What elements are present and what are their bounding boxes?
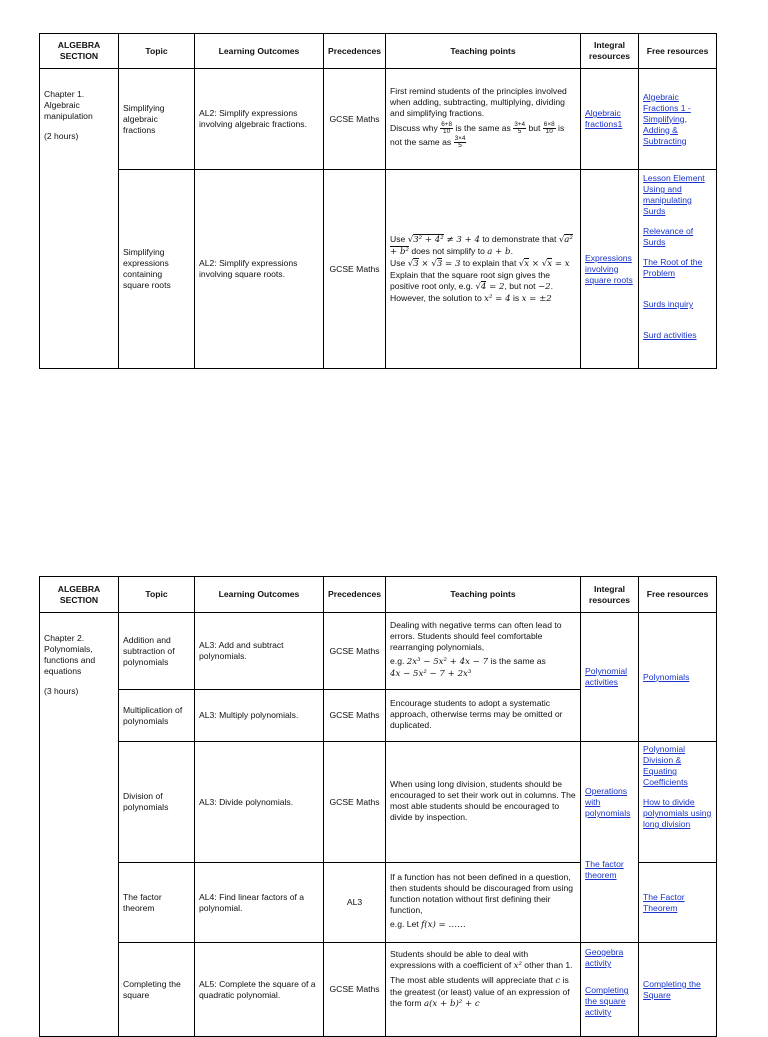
fraction-denominator: 10 (545, 128, 553, 136)
math-expression: x = ±2 (521, 293, 552, 304)
link-expressions-square-roots[interactable]: Expressions involving square roots (585, 252, 633, 285)
math-expression: √a² + b² (390, 234, 573, 257)
teaching-text: is (512, 292, 520, 303)
link-lesson-element-surds[interactable]: Lesson Element Using and manipulating Surds (643, 173, 705, 216)
fraction (440, 122, 453, 136)
precedence-cell: GCSE Maths (324, 69, 386, 170)
integral-cell (581, 69, 639, 170)
math-expression: √4 = 2 (475, 281, 505, 292)
table-row (40, 943, 717, 1037)
math-text: x (564, 258, 570, 269)
teaching-text: First remind students of the principles involved when adding, subtracting, multiplying, dividing and simplifying fractions. (390, 85, 567, 118)
topic-cell: Simplifying expressions containing square roots (119, 170, 195, 369)
header-topic: Topic (119, 577, 195, 613)
link-factor-theorem-activity[interactable]: The factor theorem (585, 859, 624, 880)
teaching-example (390, 122, 576, 150)
header-teaching: Teaching points (386, 577, 581, 613)
link-root-of-problem[interactable]: The Root of the Problem (643, 257, 703, 278)
outcome-cell: AL2: Simplify expressions involving square roots. (195, 170, 324, 369)
outcome-cell: AL5: Complete the square of a quadratic polynomial. (195, 943, 324, 1037)
precedence-cell: GCSE Maths (324, 170, 386, 369)
topic-cell: Simplifying algebraic fractions (119, 69, 195, 170)
fraction-denominator: 10 (443, 128, 451, 136)
math-text: × (421, 258, 429, 269)
teaching-cell (386, 613, 581, 690)
math-text: ≠ 3 + 4 (446, 234, 480, 245)
link-geogebra-activity[interactable]: Geogebra activity (585, 947, 624, 968)
fraction (543, 122, 556, 136)
math-expression: x² (513, 961, 522, 971)
teaching-cell (386, 863, 581, 943)
link-polynomial-division[interactable]: Polynomial Division & Equating Coefficients (643, 744, 688, 787)
link-relevance-of-surds[interactable]: Relevance of Surds (643, 226, 694, 247)
teaching-text: does not simplify to (411, 245, 485, 256)
header-precedences: Precedences (324, 34, 386, 69)
header-row (40, 577, 717, 613)
free-cell (639, 613, 717, 742)
math-expression: a + b (487, 246, 511, 257)
teaching-text: The most able students will appreciate that (390, 975, 553, 985)
teaching-text: Discuss why (390, 122, 438, 133)
fraction-denominator: 5 (458, 141, 462, 149)
teaching-text: to explain that (462, 257, 517, 268)
teaching-text: e.g. Let (390, 918, 419, 929)
outcome-cell: AL3: Add and subtract polynomials. (195, 613, 324, 690)
teaching-text: Use (390, 257, 406, 268)
teaching-line (390, 293, 576, 305)
header-row (40, 34, 717, 69)
link-completing-the-square[interactable]: Completing the Square (643, 978, 701, 1000)
teaching-text: When using long division, students should be encouraged to set their work out in columns. The most able students should be encouraged to divide by inspection. (390, 778, 576, 822)
header-integral: Integral resources (581, 577, 639, 613)
math-expression: √x × √x = x (518, 258, 570, 269)
math-expression: 2x³ − 5x² + 4x − 7 (406, 656, 489, 667)
teaching-cell (386, 69, 581, 170)
topic-cell: Addition and subtraction of polynomials (119, 613, 195, 690)
link-algebraic-fractions1[interactable]: Algebraic fractions1 (585, 108, 623, 129)
link-polynomial-activities[interactable]: Polynomial activities (585, 666, 628, 687)
topic-cell: Completing the square (119, 943, 195, 1037)
math-expression: −2 (537, 281, 551, 292)
teaching-text: is not the same as (390, 122, 565, 147)
fraction-numerator: 3×4 (454, 134, 466, 142)
precedence-cell: GCSE Maths (324, 613, 386, 690)
chapter-title: Chapter 1. Algebraic manipulation (44, 89, 93, 121)
math-text: = 2 (489, 281, 505, 292)
radicand: a² + b² (390, 234, 573, 257)
chapter-duration: (3 hours) (44, 686, 79, 696)
math-expression: √3 × √3 = 3 (407, 258, 461, 269)
fraction-numerator: 6+8 (441, 120, 453, 128)
integral-cell (581, 170, 639, 369)
math-text: = 3 (445, 258, 461, 269)
chapter-cell (40, 69, 119, 369)
radicand: x (524, 258, 530, 269)
teaching-text: Use (390, 233, 406, 244)
free-cell (639, 69, 717, 170)
teaching-example (390, 656, 576, 680)
link-surd-activities[interactable]: Surd activities (643, 330, 697, 340)
header-precedences: Precedences (324, 577, 386, 613)
table-row (40, 170, 717, 369)
teaching-text: If a function has not been defined in a question, then students should be discouraged from using function notation without first defining their function, (390, 871, 574, 915)
table-row (40, 613, 717, 690)
math-expression: a(x + b)² + c (423, 999, 480, 1009)
fraction-denominator: 5 (517, 128, 522, 136)
topic-cell: The factor theorem (119, 863, 195, 943)
teaching-cell (386, 690, 581, 742)
fraction (513, 122, 526, 136)
header-free: Free resources (639, 34, 717, 69)
radicand: 3 (436, 258, 443, 269)
teaching-text: , but not (504, 280, 536, 291)
teaching-line (390, 258, 576, 270)
teaching-text (390, 949, 576, 972)
teaching-example (390, 919, 576, 931)
teaching-text: Dealing with negative terms can often lead to errors. Students should feel comfortable rearranging polynomials, (390, 619, 562, 652)
math-expression: 4x − 5x² − 7 + 2x³ (390, 668, 472, 679)
radicand: 4 (480, 281, 487, 292)
precedence-cell: AL3 (324, 863, 386, 943)
teaching-text: However, the solution to (390, 292, 482, 303)
math-text: = (554, 258, 563, 269)
integral-cell (581, 943, 639, 1037)
teaching-line: Use √3² + 4² ≠ 3 + 4 to demonstrate that √a² + b² does not simplify to a + b. (390, 233, 573, 257)
topic-cell: Division of polynomials (119, 742, 195, 863)
fraction-numerator: 6×8 (543, 120, 555, 128)
link-completing-square-activity[interactable]: Completing the square activity (585, 985, 629, 1017)
link-algebraic-fractions-1[interactable]: Algebraic Fractions 1 - Simplifying, Adding & Subtracting (643, 91, 691, 146)
outcome-cell: AL3: Divide polynomials. (195, 742, 324, 863)
header-outcomes: Learning Outcomes (195, 34, 324, 69)
math-expression: √3² + 4² ≠ 3 + 4 (407, 234, 480, 245)
link-the-factor-theorem[interactable]: The Factor Theorem (643, 891, 685, 913)
math-text: × (531, 258, 540, 269)
chapter1-table (39, 33, 717, 369)
teaching-text: is the greatest (or least) value of an expression of the form (390, 975, 570, 1008)
precedence-cell: GCSE Maths (324, 742, 386, 863)
teaching-text: is the same as (490, 655, 546, 666)
link-operations-with-polynomials[interactable]: Operations with polynomials (585, 786, 631, 818)
header-outcomes: Learning Outcomes (195, 577, 324, 613)
teaching-text: Encourage students to adopt a systematic approach, otherwise terms may be omitted or duplicated. (390, 697, 563, 730)
chapter-duration: (2 hours) (44, 131, 79, 141)
link-surds-inquiry[interactable]: Surds inquiry (643, 299, 694, 309)
link-long-division[interactable]: How to divide polynomials using long division (643, 797, 712, 829)
table-row (40, 69, 717, 170)
teaching-text: other than 1. (524, 960, 573, 970)
header-topic: Topic (119, 34, 195, 69)
free-cell (639, 943, 717, 1037)
fraction-numerator: 3+4 (514, 120, 526, 128)
teaching-text: to demonstrate that (482, 233, 557, 244)
outcome-cell: AL4: Find linear factors of a polynomial. (195, 863, 324, 943)
math-expression: f(x) = …… (421, 919, 466, 930)
radicand: 3² + 4² (413, 234, 444, 245)
teaching-cell (386, 943, 581, 1037)
topic-cell: Multiplication of polynomials (119, 690, 195, 742)
teaching-text (390, 975, 576, 1010)
math-expression: c (555, 976, 561, 986)
teaching-text: e.g. (390, 655, 405, 666)
free-cell (639, 742, 717, 863)
precedence-cell: GCSE Maths (324, 690, 386, 742)
precedence-cell: GCSE Maths (324, 943, 386, 1037)
teaching-cell (386, 170, 581, 369)
chapter-cell (40, 613, 119, 1037)
teaching-text: is the same as (455, 122, 511, 133)
teaching-text: Explain that the square root sign gives the positive root only, e.g. (390, 269, 551, 291)
radicand: x (547, 258, 553, 269)
chapter-title: Chapter 2. Polynomials, functions and equations (44, 633, 96, 676)
header-integral: Integral resources (581, 34, 639, 69)
header-section: ALGEBRA SECTION (40, 577, 119, 613)
radicand: 3 (413, 258, 419, 269)
integral-cell (581, 742, 639, 943)
chapter2-table (39, 576, 717, 1037)
teaching-line: Explain that the square root sign gives the positive root only, e.g. √4 = 2, but not −2. (390, 269, 553, 292)
outcome-cell: AL3: Multiply polynomials. (195, 690, 324, 742)
teaching-text: Students should be able to deal with expressions with a coefficient of (390, 949, 529, 970)
math-expression: x² = 4 (484, 293, 511, 304)
header-free: Free resources (639, 577, 717, 613)
table-row (40, 742, 717, 863)
fraction (454, 136, 467, 150)
header-teaching: Teaching points (386, 34, 581, 69)
free-cell (639, 170, 717, 369)
teaching-text: but (528, 122, 541, 133)
link-polynomials[interactable]: Polynomials (643, 671, 690, 682)
header-section: ALGEBRA SECTION (40, 34, 119, 69)
teaching-cell (386, 742, 581, 863)
integral-cell (581, 613, 639, 742)
outcome-cell: AL2: Simplify expressions involving algebraic fractions. (195, 69, 324, 170)
free-cell (639, 863, 717, 943)
